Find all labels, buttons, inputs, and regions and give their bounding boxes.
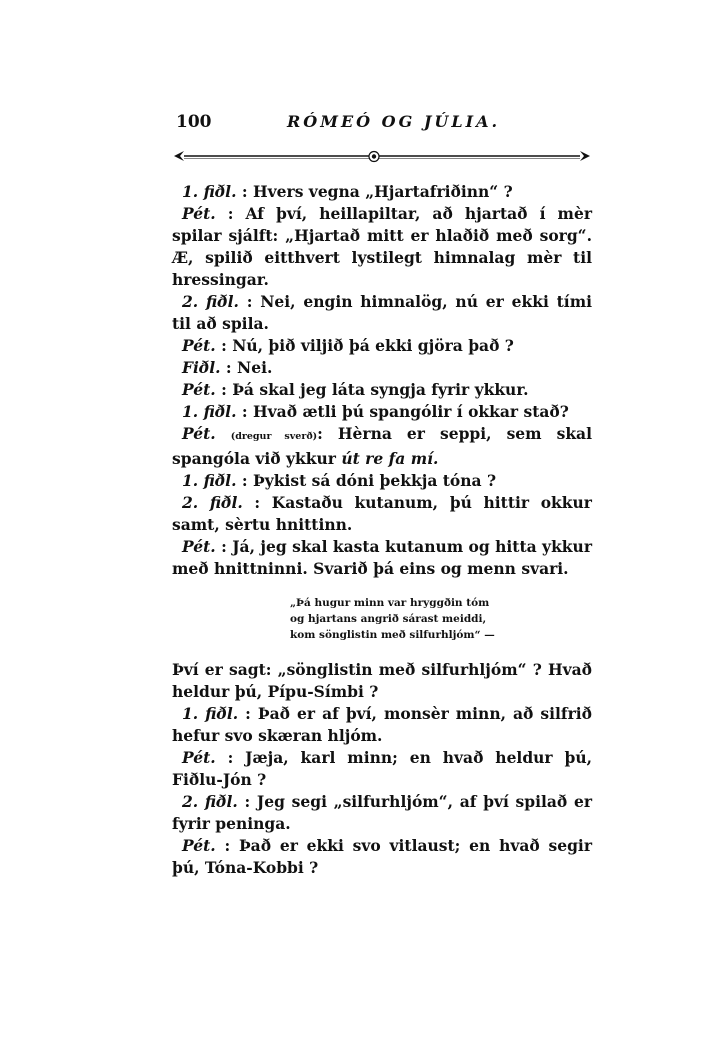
dialogue-line [172,835,592,879]
speech-text: : Kastaðu kutanum, þú hittir okkur samt, sèrtu hnittinn. [172,493,592,534]
speech-text: : Hèrna er seppi, sem skal spangóla við ykkur [172,424,592,468]
speech-text: : Nei. [225,358,273,377]
dialogue-line [172,423,592,470]
speaker-name: Pét. [182,537,216,556]
verse-line: „Þá hugur minn var hryggðin tóm [290,597,490,609]
dialogue-line [172,357,592,379]
verse-line: kom sönglistin með silfurhljóm“ — [290,629,495,641]
speaker-name: Pét. [182,380,216,399]
speech-text: : Það er af því, monsèr minn, að silfrið hefur svo skæran hljóm. [172,704,592,745]
speaker-name: Pét. [182,204,216,223]
speaker-name: 2. fiðl. [182,493,243,512]
speech-text: : Hvað ætli þú spangólir í okkar stað? [241,402,569,421]
page-number: 100 [176,112,212,132]
speech-text: : Af því, heillapiltar, að hjartað í mèr spilar sjálft: „Hjartað mitt er hlaðið með sorg“. Æ, spilið eitthvert lystilegt himnalag mèr til hressingar. [172,204,592,289]
speaker-name: Pét. [182,336,216,355]
speech-text: : Jæja, karl minn; en hvað heldur þú, Fiðlu-Jón ? [172,748,592,789]
continuation-text: Því er sagt: „sönglistin með silfurhljóm“ ? Hvað heldur þú, Pípu-Símbi ? [172,660,592,701]
verse-line: og hjartans angrið sárast meiddi, [290,613,487,625]
dialogue-text [172,181,592,879]
speech-text-italic: út re fa mí. [341,449,439,468]
dialogue-line [172,791,592,835]
dialogue-line [172,379,592,401]
speaker-name: 1. fiðl. [182,402,237,421]
speaker-name: 1. fiðl. [182,471,237,490]
speech-text: : Jeg segi „silfurhljóm“, af því spilað er fyrir peninga. [172,792,592,833]
dialogue-line [172,401,592,423]
verse-quote [290,595,592,643]
dialogue-line [172,181,592,203]
speech-text: : Nei, engin himnalög, nú er ekki tími til að spila. [172,292,592,333]
speech-text: : Það er ekki svo vitlaust; en hvað segir þú, Tóna-Kobbi ? [172,836,592,877]
speaker-name: Pét. [182,836,216,855]
dialogue-line [172,203,592,291]
dialogue-line [172,291,592,335]
speaker-name: 2. fiðl. [182,792,238,811]
speaker-name: Pét. [182,748,216,767]
ornament-rule-icon [172,148,592,164]
speech-text: : Já, jeg skal kasta kutanum og hitta ykkur með hnittninni. Svarið þá eins og menn svari. [172,537,592,578]
dialogue-line [172,747,592,791]
speaker-name: 2. fiðl. [182,292,239,311]
speech-text: : Þykist sá dóni þekkja tóna ? [241,471,497,490]
speaker-name: 1. fiðl. [182,704,239,723]
speech-text: : Nú, þið viljið þá ekki gjöra það ? [221,336,514,355]
dialogue-line [172,536,592,580]
dialogue-line [172,703,592,747]
speaker-name: Pét. [182,424,216,443]
running-title: RÓMEÓ OG JÚLIA. [287,112,501,131]
speech-text: : Þá skal jeg láta syngja fyrir ykkur. [221,380,529,399]
speaker-name: Fiðl. [182,358,221,377]
dialogue-line [172,470,592,492]
dialogue-line [172,335,592,357]
speaker-name: 1. fiðl. [182,182,237,201]
page-header [172,112,592,136]
stage-direction: (dregur sverð) [230,431,318,442]
dialogue-line [172,492,592,536]
speech-text: : Hvers vegna „Hjartafriðinn“ ? [241,182,513,201]
